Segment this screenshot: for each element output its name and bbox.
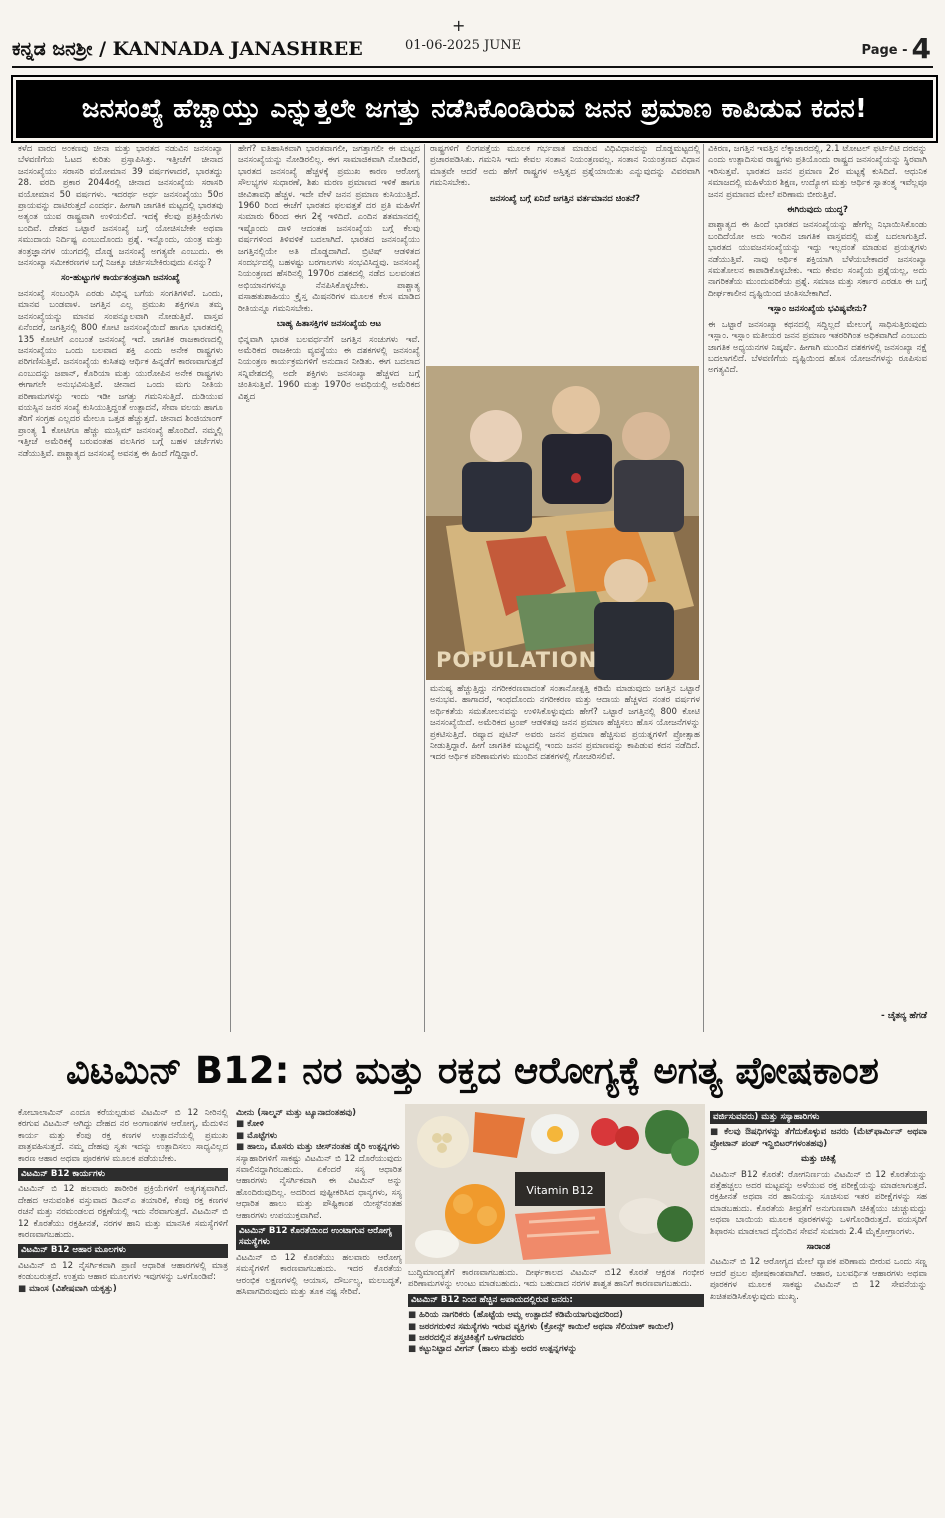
column-divider — [703, 144, 704, 1032]
list-item: ■ ಹಾಲು, ಮೊಸರು ಮತ್ತು ಚೀಸ್‌ನಂತಹ ಡೈರಿ ಉತ್ಪನ್ನಗಳು — [236, 1142, 400, 1153]
article2-column-1 — [18, 1108, 228, 1518]
article1-col1-text-b: ಜನಸಂಖ್ಯೆ ಸಂಬಂಧಿಸಿ ಎರಡು ವಿಭಿನ್ನ ಬಗೆಯ ಸಂಗತಿಗಳಿವೆ. ಒಂದು, ಮಾನವ ಬಂಡವಾಳ. ಜಗತ್ತಿನ ಎಲ್ಲ ಪ್ರಮುಖ ಶಕ್ತಿಗಳೂ ತಮ್ಮ ಜನಸಂಖ್ಯೆಯನ್ನು ಮಾನವ ಸಂಪನ್ಮೂಲವಾಗಿ ನೋಡುತ್ತಿವೆ. ವಾಸ್ತವ ಏನೆಂದರೆ, ಜಗತ್ತಿನಲ್ಲಿ 800 ಕೋಟಿ ಜನಸಂಖ್ಯೆಯಿದೆ ಹಾಗೂ ಭಾರತದಲ್ಲಿ 135 ಕೋಟಿಗೆ ಎಂಬಂತೆ ಜನಸಂಖ್ಯೆ ಇದೆ. ಜಾಗತಿಕ ರಾಜಕಾರಣದಲ್ಲಿ ಜನಸಂಖ್ಯೆಯು ಒಂದು ಬಲವಾದ ಶಕ್ತಿ ಎಂದು ಅನೇಕ ರಾಷ್ಟ್ರಗಳು ಪರಿಗಣಿಸುತ್ತಿವೆ. ಜನಸಂಖ್ಯೆಯ ಕುಸಿತವು ಆರ್ಥಿಕ ಹಿನ್ನಡೆಗೆ ಕಾರಣವಾಗುತ್ತದೆ ಎಂಬುದನ್ನು ಜಪಾನ್, ಕೊರಿಯಾ ಮತ್ತು ಯುರೋಪಿನ ಅನೇಕ ರಾಷ್ಟ್ರಗಳು ಈಗಾಗಲೇ ಅನುಭವಿಸುತ್ತಿವೆ. ಚೀನಾದ ಒಂದು ಮಗು ನೀತಿಯ ಪರಿಣಾಮಗಳನ್ನು ಇಂದು ಇಡೀ ಜಗತ್ತು ಗಮನಿಸುತ್ತಿದೆ. ದುಡಿಯುವ ವಯಸ್ಸಿನ ಜನರ ಸಂಖ್ಯೆ ಕುಸಿಯುತ್ತಿದ್ದಂತೆ ಉತ್ಪಾದನೆ, ಸೇವಾ ವಲಯ ಹಾಗೂ ತೆರಿಗೆ ಸಂಗ್ರಹ ಎಲ್ಲದರ ಮೇಲೂ ಒತ್ತಡ ಹೆಚ್ಚುತ್ತದೆ. ಚೀನಾದ ಶಿಂಜಿಯಾಂಗ್ ಪ್ರಾಂತ್ಯ 1 ಕೋಟಿಗೂ ಹೆಚ್ಚು ಮುಸ್ಲಿಮ್ ಜನಸಂಖ್ಯೆ ಹೊಂದಿದೆ. ನಮ್ಮಲ್ಲಿ ಇತ್ತೀಚೆ ಅಮೆರಿಕಕ್ಕೆ ಬರುವಂತಹ ವಲಸಿಗರ ಬಗ್ಗೆ ಬಹಳ ಚರ್ಚೆಗಳು ನಡೆಯುತ್ತಿವೆ. ಪಾಶ್ಚಾತ್ಯದ ಜನಸಂಖ್ಯೆ ಅವನತ್ತ ಈ ಹಿಂದೆ ಗೆದ್ದಿದ್ದಾರೆ. — [18, 288, 223, 459]
article1-col4-text-b: ಪಾಶ್ಚಾತ್ಯದ ಈ ಹಿಂದೆ ಭಾರತದ ಜನಸಂಖ್ಯೆಯನ್ನು ಹೇಗೆಲ್ಲ ನಿಭಾಯಿಸಿಕೊಂಡು ಬಂದಿದೆಯೋ ಅದು ಇಂದಿನ ಜಾಗತಿಕ ವಾಸ್ತವದಲ್ಲಿ ಮತ್ತೆ ಬದಲಾಗುತ್ತಿದೆ. ಭಾರತದ ಯುವಜನಸಂಖ್ಯೆಯನ್ನು ಇದ್ದು ಇಲ್ಲದಂತೆ ಮಾಡುವ ಪ್ರಯತ್ನಗಳು ನಡೆಯುತ್ತಿವೆ. ನಾವು ಆರ್ಥಿಕ ಶಕ್ತಿಯಾಗಿ ಬೆಳೆಯಬೇಕಾದರೆ ಜನಸಂಖ್ಯಾ ಸಮತೋಲನ ಕಾಪಾಡಿಕೊಳ್ಳಬೇಕು. ಇದು ಕೇವಲ ಸಂಖ್ಯೆಯ ಪ್ರಶ್ನೆಯಲ್ಲ, ಅದು ನಾಗರಿಕತೆಯ ಮುಂದುವರಿಕೆಯ ಪ್ರಶ್ನೆ. ಸಮಾಜ ಮತ್ತು ಸರ್ಕಾರ ಎರಡೂ ಈ ಬಗ್ಗೆ ದೀರ್ಘಕಾಲೀನ ದೃಷ್ಟಿಯಿಂದ ಚಿಂತಿಸಬೇಕಾಗಿದೆ. — [708, 220, 927, 299]
article1-headline-box — [16, 80, 933, 138]
article1-headline: ಜನಸಂಖ್ಯೆ ಹೆಚ್ಚಾಯ್ತು ಎನ್ನುತ್ತಲೇ ಜಗತ್ತು ನಡೆಸಿಕೊಂಡಿರುವ ಜನನ ಪ್ರಮಾಣ ಕಾಪಿಡುವ ಕದನ! — [81, 93, 868, 124]
list-item: ■ ಜಠರಗರುಳಿನ ಸಮಸ್ಯೆಗಳು ಇರುವ ವ್ಯಕ್ತಿಗಳು (ಕ್ರೋನ್ಸ್ ಕಾಯಿಲೆ ಅಥವಾ ಸೆಲಿಯಾಕ್ ಕಾಯಿಲೆ) — [408, 1321, 674, 1332]
list-item: ■ ಕೋಳಿ — [236, 1119, 264, 1130]
list-item: ■ ಕೆಲವು ಔಷಧಿಗಳನ್ನು ತೆಗೆದುಕೊಳ್ಳುವ ಜನರು (ಮೆಟ್‌ಫಾರ್ಮಿನ್ ಅಥವಾ ಪ್ರೋಟಾನ್ ಪಂಪ್ ಇನ್ಹಿಬಿಟರ್‌ಗಳಂತಹವು) — [710, 1127, 927, 1149]
article1-subheading-4: ಈಗಿರುವುದು ಯುದ್ಧ? — [787, 205, 848, 216]
page-number — [862, 32, 931, 65]
list-item: ■ ಹಿರಿಯ ನಾಗರಿಕರು (ಹೊಟ್ಟೆಯ ಆಮ್ಲ ಉತ್ಪಾದನೆ ಕಡಿಮೆಯಾಗುವುದರಿಂದ) — [408, 1310, 623, 1321]
article2-col2-text-b: ವಿಟಮಿನ್ ಬಿ 12 ಕೊರತೆಯು ಹಲವಾರು ಆರೋಗ್ಯ ಸಮಸ್ಯೆಗಳಿಗೆ ಕಾರಣವಾಗಬಹುದು. ಇದರ ಕೊರತೆಯ ಆರಂಭಿಕ ಲಕ್ಷಣಗಳಲ್ಲಿ ಆಯಾಸ, ದೌರ್ಬಲ್ಯ, ಮಲಬದ್ಧತೆ, ಹಸಿವಾಗದಿರುವುದು ಮತ್ತು ತೂಕ ನಷ್ಟ ಸೇರಿವೆ. — [236, 1252, 402, 1298]
article1-subheading-1: ಸಂ-ಹುಟ್ಟುಗಳ ಕಾರ್ಯತಂತ್ರವಾಗಿ ಜನಸಂಖ್ಯೆ — [61, 273, 180, 284]
vitamin-b12-foods-photo — [405, 1104, 705, 1264]
article1-subheading-3: ಜನಸಂಖ್ಯೆ ಬಗ್ಗೆ ಏನಿದೆ ಜಗತ್ತಿನ ವರ್ತಮಾನದ ಚಿಂತನೆ? — [490, 193, 640, 204]
masthead-rule — [12, 66, 933, 68]
issue-date: 01-06-2025 JUNE — [405, 38, 522, 53]
article1-col1-text: ಕಳೆದ ವಾರದ ಅಂಕಣವು ಚೀನಾ ಮತ್ತು ಭಾರತದ ನಡುವಿನ ಜನಸಂಖ್ಯಾ ಬೆಳವಣಿಗೆಯ ಓಟದ ಕುರಿತು ಪ್ರಸ್ತಾಪಿಸಿತ್ತು. ಇತ್ತೀಚೆಗೆ ಚೀನಾದ ಜನಸಂಖ್ಯೆಯು ಸರಾಸರಿ ವಯೋಮಾನ 39 ವರ್ಷಗಳಾದರೆ, ಭಾರತದ್ದು 28. ವರದಿ ಪ್ರಕಾರ 2044ರಲ್ಲಿ ಚೀನಾದ ಜನಸಂಖ್ಯೆಯ ಸರಾಸರಿ ವಯೋಮಾನ 50 ವರ್ಷಗಳು. ಇದರರ್ಥ ಅರ್ಧ ಜನಸಂಖ್ಯೆಯು 50ರ ಪ್ರಾಯವನ್ನು ದಾಟಿರುತ್ತದೆ ಎಂದರ್ಥ. ಹೀಗಾಗಿ ಜಾಗತಿಕ ಮಟ್ಟದಲ್ಲಿ ಭಾರತವು ಅತ್ಯಂತ ಯುವ ರಾಷ್ಟ್ರವಾಗಿ ಉಳಿಯಲಿದೆ. ಇದಕ್ಕೆ ಕೆಲವು ಪ್ರತಿಕ್ರಿಯೆಗಳು ಬಂದಿವೆ. ದೇಶದ ಒಟ್ಟಾರೆ ಜನಸಂಖ್ಯೆ ಬಗ್ಗೆ ಯೋಚಿಸಬೇಕೇ ಅಥವಾ ಸಮುದಾಯ ನಿರ್ದಿಷ್ಟ ಎಂಬುದೊಂದು ಪ್ರಶ್ನೆ. ಇನ್ನೊಂದು, ಯಂತ್ರ ಮತ್ತು ತಂತ್ರಜ್ಞಾನಗಳ ಯುಗದಲ್ಲಿ ದೊಡ್ಡ ಜನಸಂಖ್ಯೆ ಅಗತ್ಯವೇ ಎಂಬುದು. ಈ ಜನಸಂಖ್ಯಾ ಸಮೀಕರಣಗಳ ಬಗ್ಗೆ ನಿಜಕ್ಕೂ ಚರ್ಚಿಸಬೇಕಿರುವುದು ಏನನ್ನು? — [18, 144, 223, 269]
article2-column-4 — [710, 1108, 927, 1518]
column-divider — [424, 144, 425, 1032]
page-label: Page - — [861, 43, 908, 58]
article1-col2-text-b: ಭಿನ್ನವಾಗಿ ಭಾರತ ಬಲವರ್ಧನೆಗೆ ಜಗತ್ತಿನ ಸಂಚುಗಳು ಇವೆ. ಅಮೆರಿಕದ ರಾಜಕೀಯ ವ್ಯವಸ್ಥೆಯು ಈ ದಶಕಗಳಲ್ಲಿ ಜನಸಂಖ್ಯೆ ನಿಯಂತ್ರಣ ಕಾರ್ಯಕ್ರಮಗಳಿಗೆ ಅನುದಾನ ನೀಡಿತು. ಈಗ ಬದಲಾದ ಸನ್ನಿವೇಶದಲ್ಲಿ ಅದೇ ಶಕ್ತಿಗಳು ಜನಸಂಖ್ಯಾ ಹೆಚ್ಚಳದ ಬಗ್ಗೆ ಚಿಂತಿಸುತ್ತಿವೆ. 1960 ಮತ್ತು 1970ರ ಅವಧಿಯಲ್ಲಿ ಅಮೆರಿಕದ ವಿಶ್ವದ — [238, 334, 420, 402]
article2-headline-box — [12, 1040, 933, 1102]
article2-col4-text-b: ವಿಟಮಿನ್ B12 ಕೊರತೆ: ರೋಗನಿರ್ಣಯ ವಿಟಮಿನ್ ಬಿ 12 ಕೊರತೆಯನ್ನು ಪತ್ತೆಹಚ್ಚಲು ಅದರ ಮಟ್ಟವನ್ನು ಅಳೆಯುವ ರಕ್ತ ಪರೀಕ್ಷೆಯನ್ನು ಮಾಡಲಾಗುತ್ತದೆ. ರಕ್ತಹೀನತೆ ಅಥವಾ ನರ ಹಾನಿಯನ್ನು ಸೂಚಿಸುವ ಇತರ ಪರೀಕ್ಷೆಗಳನ್ನು ಸಹ ಮಾಡಬಹುದು. ಕೊರತೆಯ ತೀವ್ರತೆಗೆ ಅನುಗುಣವಾಗಿ ಚಿಕಿತ್ಸೆಯು ಚುಚ್ಚುಮದ್ದು ಅಥವಾ ಬಾಯಿಯ ಮೂಲಕ ಪೂರಕಗಳನ್ನು ಒಳಗೊಂಡಿರುತ್ತದೆ. ವಯಸ್ಕರಿಗೆ ಶಿಫಾರಸು ಮಾಡಲಾದ ದೈನಂದಿನ ಸೇವನೆ ಸುಮಾರು 2.4 ಮೈಕ್ರೋಗ್ರಾಂಗಳು. — [710, 1169, 927, 1237]
article1-col3-text-b: ಮನುಷ್ಯ ಹೆಚ್ಚುತ್ತಿದ್ದು ನಗರೀಕರಣವಾದಂತೆ ಸಂತಾನೋತ್ಪತ್ತಿ ಕಡಿಮೆ ಮಾಡುವುದು ಜಗತ್ತಿನ ಒಟ್ಟಾರೆ ಅನುಭವ. ಹಾಗಾದರೆ, ಇಂಥದೊಂದು ನಗರೀಕರಣ ಮತ್ತು ಆದಾಯ ಹೆಚ್ಚಳದ ನಂತರ ವರ್ಷಗಳ ಅರ್ಥಿಕತೆಯ ಸಮತೋಲನವನ್ನು ಉಳಿಸಿಕೊಳ್ಳುವುದು ಹೇಗೆ? ಒಟ್ಟಾರೆ ಜಗತ್ತಿನಲ್ಲಿ 800 ಕೋಟಿ ಜನಸಂಖ್ಯೆಯಿದೆ. ಅಮೆರಿಕದ ಟ್ರಂಪ್ ಆಡಳಿತವು ಜನನ ಪ್ರಮಾಣ ಹೆಚ್ಚಿಸಲು ಹೊಸ ಯೋಜನೆಗಳನ್ನು ಪ್ರಕಟಿಸುತ್ತಿದೆ. ರಷ್ಯಾದ ಪುಟಿನ್ ಅವರು ಜನನ ಪ್ರಮಾಣ ಹೆಚ್ಚಿಸುವ ಪ್ರಯತ್ನಗಳಿಗೆ ಪ್ರೋತ್ಸಾಹ ನೀಡುತ್ತಿದ್ದಾರೆ. ಹೀಗೆ ಜಾಗತಿಕ ಮಟ್ಟದಲ್ಲಿ ಇಂದು ಜನನ ಪ್ರಮಾಣವನ್ನು ಕಾಪಿಡುವ ಕದನ ನಡೆದಿದೆ. ಇದರ ಆರ್ಥಿಕ ಪರಿಣಾಮಗಳು ಮುಂದಿನ ದಶಕಗಳಲ್ಲಿ ಗೋಚರಿಸಲಿವೆ. — [430, 684, 700, 763]
vitamin-card-label: Vitamin B12 — [526, 1184, 594, 1197]
article2-col4-heading: ವರ್ಜಿಸುವವರು) ಮತ್ತು ಸಸ್ಯಾಹಾರಿಗಳು — [710, 1111, 927, 1124]
leaders-map-illustration — [426, 366, 699, 680]
article1-col3-text: ರಾಷ್ಟ್ರಗಳಿಗೆ ಲಿಂಗಪತ್ತೆಯ ಮೂಲಕ ಗರ್ಭಪಾತ ಮಾಡುವ ವಿಧಿವಿಧಾನವನ್ನು ದೊಡ್ಡಮಟ್ಟದಲ್ಲಿ ಪ್ರಚಾರಪಡಿಸಿತು. ಗಮನಿಸಿ ಇದು ಕೇವಲ ಸಂತಾನ ನಿಯಂತ್ರಣವಲ್ಲ. ಸಂತಾನ ನಿಯಂತ್ರಣದ ವಿಧಾನ ಮಾತ್ರವೇ ಆದರೆ ಅದು ಹೇಗೆ ರಾಷ್ಟ್ರಗಳ ಅಸ್ತಿತ್ವದ ಪ್ರಶ್ನೆಯಾಯಿತು ಎನ್ನುವುದನ್ನು ವಿವರವಾಗಿ ಗಮನಿಸಬೇಕು. — [430, 144, 700, 189]
list-item: ಮೀನು (ಸಾಲ್ಮನ್ ಮತ್ತು ಟ್ಯೂನಾದಂತಹವು) — [236, 1108, 357, 1118]
article1-column-3-top — [430, 144, 700, 364]
article2-col1-text-b: ವಿಟಮಿನ್ ಬಿ 12 ಹಲವಾರು ಶಾರೀರಿಕ ಪ್ರಕ್ರಿಯೆಗಳಿಗೆ ಅತ್ಯಗತ್ಯವಾಗಿದೆ. ದೇಹದ ಆನುವಂಶಿಕ ವಸ್ತುವಾದ ಡಿಎನ್ಎ ತಯಾರಿಕೆ, ಕೆಂಪು ರಕ್ತ ಕಣಗಳ ರಚನೆ ಮತ್ತು ನರಮಂಡಲದ ರಕ್ಷಣೆಯಲ್ಲಿ ಇದು ನೆರವಾಗುತ್ತದೆ. ವಿಟಮಿನ್ ಬಿ 12 ಕೊರತೆಯು ರಕ್ತಹೀನತೆ, ನರಗಳ ಹಾನಿ ಮತ್ತು ಮಾನಸಿಕ ಸಮಸ್ಯೆಗಳಿಗೆ ಕಾರಣವಾಗಬಹುದು. — [18, 1184, 228, 1241]
article1-subheading-2: ಬಾಹ್ಯ ಹಿತಾಸಕ್ತಿಗಳ ಜನಸಂಖ್ಯೆಯ ಆಟ — [276, 319, 382, 330]
list-item: ■ ಮಾಂಸ (ವಿಶೇಷವಾಗಿ ಯಕೃತ್ತು) — [18, 1283, 117, 1294]
masthead — [0, 0, 945, 74]
article2-col4-text-c: ವಿಟಮಿನ್ ಬಿ 12 ಆರೋಗ್ಯದ ಮೇಲೆ ವ್ಯಾಪಕ ಪರಿಣಾಮ ಬೀರುವ ಒಂದು ಸಣ್ಣ ಆದರೆ ಪ್ರಬಲ ಪೋಷಕಾಂಶವಾಗಿದೆ. ಆಹಾರ, ಬಲವರ್ಧಿತ ಆಹಾರಗಳು ಅಥವಾ ಪೂರಕಗಳ ಮೂಲಕ ಸಾಕಷ್ಟು ವಿಟಮಿನ್ ಬಿ 12 ಸೇವನೆಯನ್ನು ಖಚಿತಪಡಿಸಿಕೊಳ್ಳುವುದು ಮುಖ್ಯ. — [710, 1257, 927, 1302]
article2-column-2 — [236, 1108, 402, 1518]
article2-col2-text: ಸಸ್ಯಾಹಾರಿಗಳಿಗೆ ಸಾಕಷ್ಟು ವಿಟಮಿನ್ ಬಿ 12 ದೊರೆಯುವುದು ಸವಾಲಿನದ್ದಾಗಿರಬಹುದು. ಏಕೆಂದರೆ ಸಸ್ಯ ಆಧಾರಿತ ಆಹಾರಗಳು ನೈಸರ್ಗಿಕವಾಗಿ ಈ ವಿಟಮಿನ್ ಅನ್ನು ಹೊಂದಿರುವುದಿಲ್ಲ. ಅದರಿಂದ ಪುಷ್ಟೀಕರಿಸಿದ ಧಾನ್ಯಗಳು, ಸಸ್ಯ ಆಧಾರಿತ ಹಾಲು ಮತ್ತು ಪೌಷ್ಟಿಕಾಂಶ ಯೀಸ್ಟ್‌ನಂತಹ ಆಹಾರಗಳು ಉಪಯುಕ್ತವಾಗಿವೆ. — [236, 1153, 402, 1221]
article1-column-1 — [18, 144, 223, 1032]
photo-caption-population: POPULATION — [436, 648, 598, 672]
article2-col3-text: ಬುದ್ಧಿಮಾಂದ್ಯತೆಗೆ ಕಾರಣವಾಗಬಹುದು. ದೀರ್ಘಕಾಲದ ವಿಟಮಿನ್ ಬಿ12 ಕೊರತೆ ಆಕ್ಷರತ ಗಂಭೀರ ಪರಿಣಾಮಗಳನ್ನು ಉಂಟು ಮಾಡಬಹುದು. ಇದು ಬಹುದಾದ ನರಗಳ ಶಾಶ್ವತ ಹಾನಿಗೆ ಕಾರಣವಾಗಬಹುದು. — [408, 1268, 704, 1290]
article2-column-3 — [408, 1268, 704, 1518]
list-item: ■ ಮೊಟ್ಟೆಗಳು — [236, 1130, 278, 1141]
article2-subheading-4: ಮತ್ತು ಚಿಕಿತ್ಸೆ — [801, 1154, 836, 1165]
article2-col1-text: ಕೋಬಾಲಾಮಿನ್ ಎಂದೂ ಕರೆಯಲ್ಪಡುವ ವಿಟಮಿನ್ ಬಿ 12 ನೀರಿನಲ್ಲಿ ಕರಗುವ ವಿಟಮಿನ್ ಆಗಿದ್ದು ದೇಹದ ನರ ಅಂಗಾಂಶಗಳ ಆರೋಗ್ಯ, ಮೆದುಳಿನ ಕಾರ್ಯ ಮತ್ತು ಕೆಂಪು ರಕ್ತ ಕಣಗಳ ಉತ್ಪಾದನೆಯಲ್ಲಿ ಪ್ರಮುಖ ಪಾತ್ರವಹಿಸುತ್ತದೆ. ನಮ್ಮ ದೇಹವು ಸ್ವತಃ ಇದನ್ನು ಉತ್ಪಾದಿಸಲು ಸಾಧ್ಯವಿಲ್ಲದ ಕಾರಣ ಆಹಾರ ಅಥವಾ ಪೂರಕಗಳ ಮೂಲಕ ಪಡೆಯಬೇಕು. — [18, 1108, 228, 1164]
article2-subheading-1: ವಿಟಮಿನ್ B12 ಕಾರ್ಯಗಳು — [18, 1168, 228, 1181]
article1-byline: - ಚೈತನ್ಯ ಹೆಗಡೆ — [880, 1011, 927, 1021]
article1-col2-text: ಹೇಗೆ? ಐತಿಹಾಸಿಕವಾಗಿ ಭಾರತವಾಗಲೀ, ಜಗತ್ತಾಗಲೀ ಈ ಮಟ್ಟದ ಜನಸಂಖ್ಯೆಯನ್ನು ನೋಡಿರಲಿಲ್ಲ. ಈಗ ಸಾಮಾಜಿಕವಾಗಿ ನೋಡಿದರೆ, ಭಾರತದ ಜನಸಂಖ್ಯೆ ಹೆಚ್ಚಳಕ್ಕೆ ಪ್ರಮುಖ ಕಾರಣ ಆರೋಗ್ಯ ಸೌಲಭ್ಯಗಳ ಸುಧಾರಣೆ, ಶಿಶು ಮರಣ ಪ್ರಮಾಣದ ಇಳಿಕೆ ಹಾಗೂ ಜೀವಿತಾವಧಿ ಹೆಚ್ಚಳ. ಇದೇ ವೇಳೆ ಜನನ ಪ್ರಮಾಣ ಕುಸಿಯುತ್ತಿದೆ. 1960 ರಿಂದ ಈಚೆಗೆ ಭಾರತದ ಫಲವತ್ತತೆ ದರ ಪ್ರತಿ ಮಹಿಳೆಗೆ ಸುಮಾರು 6ರಿಂದ ಈಗ 2ಕ್ಕೆ ಇಳಿದಿದೆ. ಎಂದಿನ ಶತಮಾನದಲ್ಲಿ ಇಷ್ಟೊಂದು ದಾಳಿ ಆದಂತಹ ಜನಸಂಖ್ಯೆಯ ಬಗ್ಗೆ ಕೆಲವು ವರ್ಷಗಳಿಂದ ತಿಳಿವಳಿಕೆ ಬದಲಾಗಿದೆ. ಭಾರತದ ಜನಸಂಖ್ಯೆಯು ಜಗತ್ತಿನಲ್ಲಿಯೇ ಅತಿ ದೊಡ್ಡದಾಗಿದೆ. ಬ್ರಿಟಿಷ್ ಆಡಳಿತದ ಸಂದರ್ಭದಲ್ಲಿ ಬಹಳಷ್ಟು ಬರಗಾಲಗಳು ಸಂಭವಿಸಿದ್ದವು. ಜನಸಂಖ್ಯೆ ನಿಯಂತ್ರಣದ ಹೆಸರಿನಲ್ಲಿ 1970ರ ದಶಕದಲ್ಲಿ ನಡೆದ ಬಲವಂತದ ಅಭಿಯಾನಗಳನ್ನೂ ನೆನಪಿಸಿಕೊಳ್ಳಬೇಕು. ಪಾಶ್ಚಾತ್ಯ ವಸಾಹತುಶಾಹಿಯು ಕ್ರೈಸ್ತ ಮಿಷನರಿಗಳ ಮೂಲಕ ಕೆಲಸ ಮಾಡಿದ ರೀತಿಯನ್ನೂ ಗಮನಿಸಬೇಕು. — [238, 144, 420, 314]
article1-subheading-5: ಇಸ್ಲಾಂ ಜನಸಂಖ್ಯೆಯ ಭವಿಷ್ಯವೇನು? — [767, 304, 868, 315]
food-illustration — [405, 1104, 705, 1264]
article2-col1-text-c: ವಿಟಮಿನ್ ಬಿ 12 ನೈಸರ್ಗಿಕವಾಗಿ ಪ್ರಾಣಿ ಆಧಾರಿತ ಆಹಾರಗಳಲ್ಲಿ ಮಾತ್ರ ಕಂಡುಬರುತ್ತದೆ. ಉತ್ತಮ ಆಹಾರ ಮೂಲಗಳು ಇವುಗಳನ್ನು ಒಳಗೊಂಡಿವೆ: — [18, 1260, 228, 1283]
article1-column-2 — [238, 144, 420, 1032]
article1-col4-text: ವಿಕಿರಣ, ಜಗತ್ತಿನ ಇವತ್ತಿನ ಲೆಕ್ಕಾಚಾರದಲ್ಲಿ, 2.1 ಟೋಟಲ್ ಫರ್ಟಿಲಿಟಿ ದರವನ್ನು ಎಂದು ಉತ್ಪಾದಿಸುವ ರಾಷ್ಟ್ರಗಳು ಪ್ರತಿಯೊಂದು ರಾಷ್ಟ್ರದ ಜನಸಂಖ್ಯೆಯನ್ನು ಸ್ಥಿರವಾಗಿ ಇರಿಸುತ್ತವೆ. ಭಾರತದ ಜನನ ಪ್ರಮಾಣ 2ರ ಮಟ್ಟಕ್ಕೆ ಕುಸಿದಿದೆ. ಆಧುನಿಕ ಸಮಾಜದಲ್ಲಿ ಮಹಿಳೆಯರ ಶಿಕ್ಷಣ, ಉದ್ಯೋಗ ಮತ್ತು ಆರ್ಥಿಕ ಸ್ವಾತಂತ್ರ್ಯ ಇವೆಲ್ಲವೂ ಜನನ ಪ್ರಮಾಣದ ಮೇಲೆ ಪರಿಣಾಮ ಬೀರುತ್ತಿವೆ. — [708, 144, 927, 200]
article1-column-4 — [708, 144, 927, 1006]
article2-subheading-2: ವಿಟಮಿನ್ B12 ಆಹಾರ ಮೂಲಗಳು — [18, 1244, 228, 1257]
column-divider — [230, 144, 231, 1032]
article1-col4-text-c: ಈ ಒಟ್ಟಾರೆ ಜನಸಂಖ್ಯಾ ಕಥನದಲ್ಲಿ ಸದ್ದಿಲ್ಲದೆ ಮೇಲುಗೈ ಸಾಧಿಸುತ್ತಿರುವುದು ಇಸ್ಲಾಂ. ಇಸ್ಲಾಂ ಮತೀಯರ ಜನನ ಪ್ರಮಾಣ ಇತರರಿಗಿಂತ ಅಧಿಕವಾಗಿದೆ ಎಂಬುದು ಜಾಗತಿಕ ಅಧ್ಯಯನಗಳ ನಿಷ್ಕರ್ಷೆ. ಹೀಗಾಗಿ ಮುಂದಿನ ದಶಕಗಳಲ್ಲಿ ಜನಸಂಖ್ಯಾ ನಕ್ಷೆ ಬದಲಾಗಲಿದೆ. ಬೆಳವಣಿಗೆಯ ದೃಷ್ಟಿಯಿಂದ ಹೊಸ ಯೋಜನೆಗಳನ್ನು ರೂಪಿಸುವ ಅಗತ್ಯವಿದೆ. — [708, 319, 927, 376]
list-item: ■ ಕಟ್ಟುನಿಟ್ಟಾದ ವೀಗನ್ (ಹಾಲು ಮತ್ತು ಅದರ ಉತ್ಪನ್ನಗಳನ್ನು — [408, 1344, 578, 1355]
article2-subheading-3: ವಿಟಮಿನ್ B12 ಕೊರತೆಯಿಂದ ಉಂಟಾಗುವ ಆರೋಗ್ಯ ಸಮಸ್ಯೆಗಳು — [236, 1225, 402, 1250]
article2-risk-box-heading: ವಿಟಮಿನ್ B12 ನಿಂದ ಹೆಚ್ಚಿನ ಅಪಾಯದಲ್ಲಿರುವ ಜನರು: — [408, 1294, 704, 1307]
article1-column-3-bottom — [430, 684, 700, 1032]
list-item: ■ ಜಠರದಲ್ಲಿನ ಶಸ್ತ್ರಚಿಕಿತ್ಸೆಗೆ ಒಳಗಾದವರು — [408, 1333, 525, 1344]
article2-subheading-5: ಸಾರಾಂಶ — [806, 1242, 831, 1253]
newspaper-title: ಕನ್ನಡ ಜನಶ್ರೀ / KANNADA JANASHREE — [12, 38, 363, 60]
page-number-value: 4 — [911, 32, 931, 65]
article2-headline: ವಿಟಮಿನ್ B12: ನರ ಮತ್ತು ರಕ್ತದ ಆರೋಗ್ಯಕ್ಕೆ ಅಗತ್ಯ ಪೋಷಕಾಂಶ — [66, 1049, 879, 1092]
population-illustration — [426, 366, 699, 680]
registration-mark: + — [452, 16, 466, 35]
